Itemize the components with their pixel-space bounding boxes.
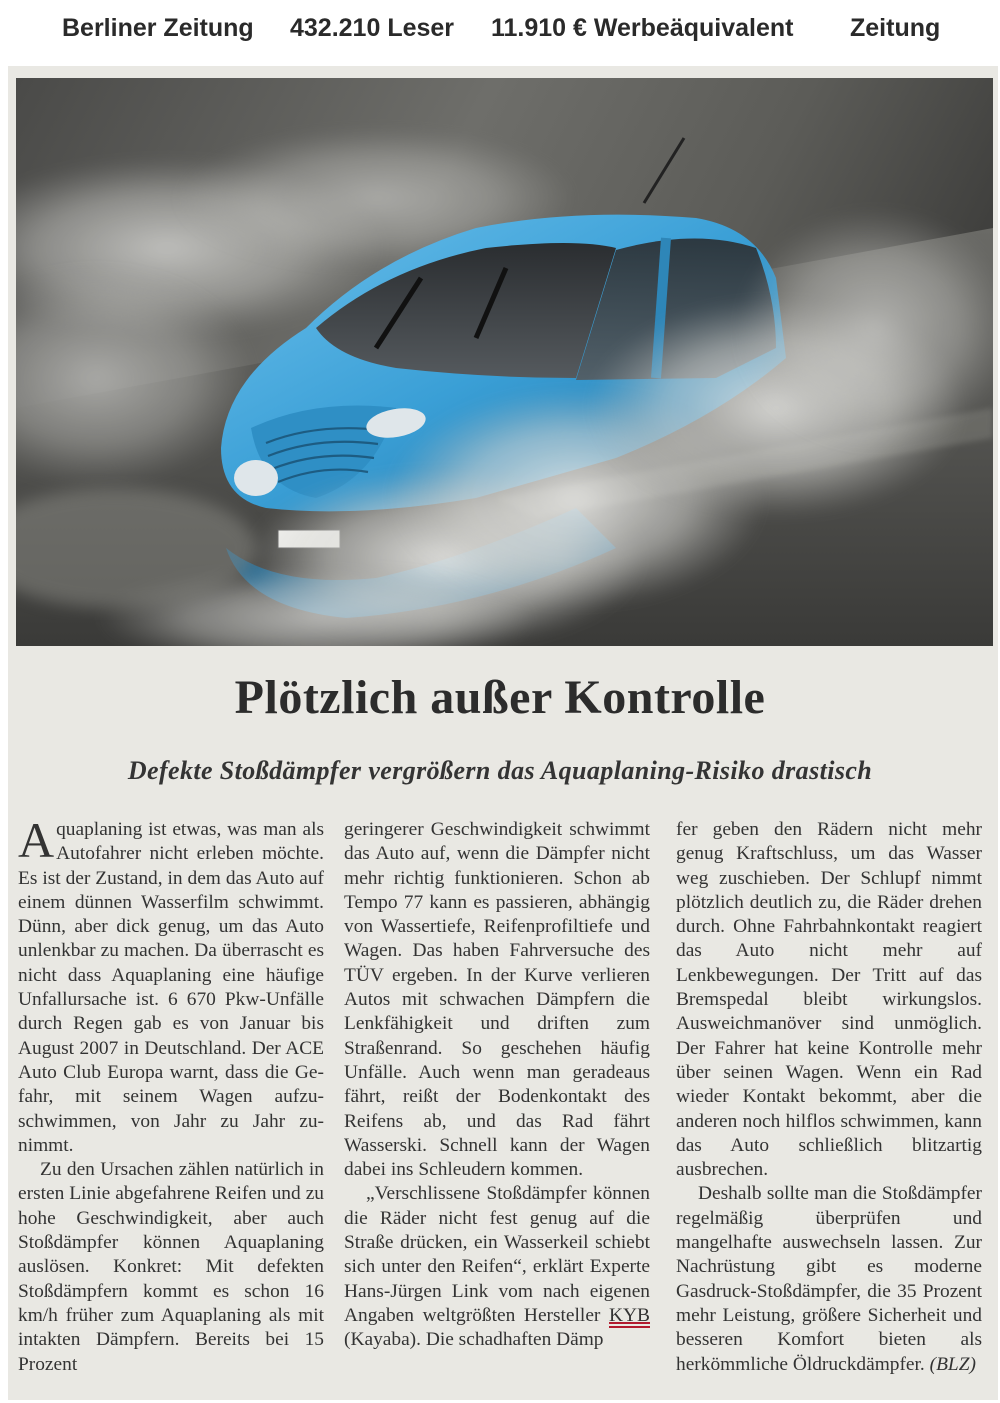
article-column-1 (18, 812, 324, 1377)
article-subheadline: Defekte Stoßdämpfer vergrößern das Aquaplaning-Risiko drastisch (127, 756, 873, 785)
paragraph: geringerer Geschwindigkeit schwimmt das Auto auf, wenn die Dämpfer nicht mehr richtig funktionieren. Schon ab Tempo 77 kann es passieren, abhängig von Wassertiefe, Reifenprofiltiefe und Wagen. Das haben Fahrversuche des TÜV ergeben. In der Kurve verlieren Autos mit schwachen Dämpfern die Lenkfähigkeit und driften zum Straßenrand. So geschehen häufig Unfälle. Auch wenn man geradeaus fährt, reißt der Bodenkontakt des Reifens ab, und das Rad fährt Wasserski. Schnell kann der Wagen dabei ins Schleudern kommen. (344, 819, 650, 1181)
paragraph: fer geben den Rädern nicht mehr genug Kraftschluss, um das Wasser weg zuschieben. Der Schlupf nimmt plötzlich deutlich zu, die Räder drehen durch. Ohne Fahrbahnkontakt reagiert das Auto nicht mehr auf Lenkbewegungen. Der Tritt auf das Bremspedal bleibt wirkungslos. Ausweichmanöver sind unmöglich. Der Fahrer hat keine Kontrolle mehr über seinen Wagen. Wenn ein Rad wieder Kontakt bekommt, aber die anderen noch hilflos schwimmen, kann das Auto schließlich blitzartig ausbrechen. (676, 819, 982, 1181)
clipping-header (0, 0, 1000, 60)
paragraph-text: Deshalb sollte man die Stoßdämpfer regelmäßig überprüfen und mangelhafte auswechseln lassen. Zur Nachrüstung gibt es moderne Gasdruck-Stoßdämpfer, die 35 Prozent mehr Leistung, größere Sicherheit und besseren Komfort bieten als herkömmliche Öldruckdämpfer. (676, 1183, 982, 1375)
highlighted-manufacturer-name: KYB (609, 1304, 650, 1326)
paragraph (676, 1182, 982, 1376)
article-photo-car-aquaplaning (16, 78, 993, 646)
drop-cap: A (18, 812, 55, 868)
article-headline: Plötzlich außer Kontrolle (234, 671, 766, 724)
article-column-2 (344, 818, 650, 1353)
ad-equivalent-value: 11.910 € Werbeäquivalent (491, 14, 794, 42)
paragraph (344, 1182, 650, 1352)
paragraph: Zu den Ursachen zählen natürlich in ersten Linie abgefahrene Reifen und zu hohe Geschwindigkeit, aber auch Stoßdämpfer können Aquaplaning auslösen. Konkret: Mit defekten Stoßdämpfern kommt es schon 16 km/h früher zum Aquaplaning als mit intakten Dämpfern. Bereits bei 15 Prozent (18, 1159, 324, 1375)
source-credit: (BLZ) (929, 1353, 976, 1375)
readership-count: 432.210 Leser (290, 14, 455, 42)
publication-name: Berliner Zeitung (62, 14, 254, 42)
article-column-3 (676, 818, 982, 1377)
paragraph-text: quaplaning ist etwas, was man als Autofahrer nicht erleben möchte. Es ist der Zustand, in dem das Auto auf einem dünnen Wasserfilm schwimmt. Dünn, aber dick genug, um das Auto unlenkbar zu machen. Da überrascht es nicht dass Aquaplaning eine häufige Unfallursache ist. 6 670 Pkw-Unfälle durch Regen gab es von Januar bis August 2007 in Deutschland. Der ACE Auto Club Europa warnt, dass die Gefahr, mit seinem Wagen aufzuschwimmen, von Jahr zu Jahr zunimmt. (18, 819, 324, 1156)
paragraph-text: (Kayaba). Die schadhaften Dämp (344, 1329, 604, 1351)
media-type: Zeitung (850, 14, 941, 42)
paragraph-text: „Verschlissene Stoßdämpfer können die Räder nicht fest genug auf die Straße drücken, ein Wasserkeil schiebt sich unter den Reifen“, erklärt Experte Hans-Jürgen Link vom nach eigenen Angaben weltgrößten Hersteller (344, 1183, 650, 1326)
paragraph (18, 812, 324, 1158)
